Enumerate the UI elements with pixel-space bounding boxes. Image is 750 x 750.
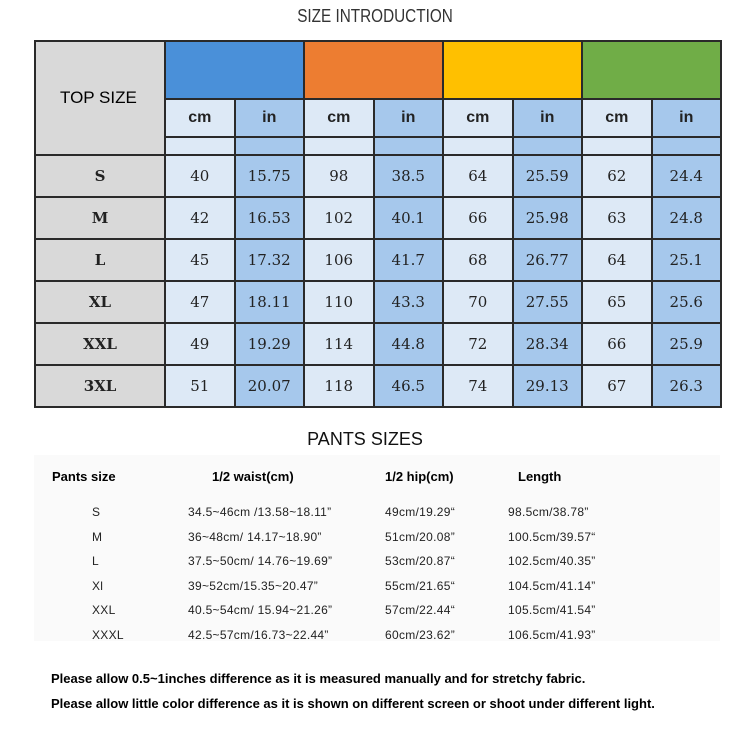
color-swatch-yellow <box>443 41 582 99</box>
unit-header: in <box>513 99 583 137</box>
size-label: M <box>35 197 165 239</box>
measurement-cell: 67 <box>582 365 652 407</box>
measurement-cell: 118 <box>304 365 374 407</box>
table-row <box>52 574 648 599</box>
measurement-cell: 64 <box>582 239 652 281</box>
measurement-cell: 25.1 <box>652 239 722 281</box>
pants-hip-cell: 49cm/19.29“ <box>385 505 456 520</box>
table-row <box>52 500 648 525</box>
pants-length-cell: 106.5cm/41.93” <box>508 627 596 642</box>
measurement-cell: 41.7 <box>374 239 444 281</box>
spacer-cell <box>582 137 652 155</box>
measurement-cell: 38.5 <box>374 155 444 197</box>
pants-waist-cell: 39~52cm/15.35~20.47” <box>188 578 319 593</box>
pants-length-cell: 104.5cm/41.14” <box>508 578 596 593</box>
measurement-cell: 65 <box>582 281 652 323</box>
unit-header: cm <box>165 99 235 137</box>
unit-header: cm <box>582 99 652 137</box>
spacer-cell <box>443 137 513 155</box>
measurement-cell: 70 <box>443 281 513 323</box>
measurement-cell: 28.34 <box>513 323 583 365</box>
measurement-cell: 68 <box>443 239 513 281</box>
table-row <box>52 525 648 550</box>
measurement-cell: 49 <box>165 323 235 365</box>
pants-header-size: Pants size <box>52 468 116 484</box>
measurement-cell: 43.3 <box>374 281 444 323</box>
table-row <box>35 239 721 281</box>
color-swatch-blue <box>165 41 304 99</box>
pants-waist-cell: 40.5~54cm/ 15.94~21.26” <box>188 603 333 618</box>
table-row <box>35 155 721 197</box>
table-row <box>35 365 721 407</box>
measurement-cell: 64 <box>443 155 513 197</box>
measurement-cell: 72 <box>443 323 513 365</box>
top-size-label: TOP SIZE <box>35 41 165 155</box>
measurement-cell: 106 <box>304 239 374 281</box>
measurement-cell: 47 <box>165 281 235 323</box>
spacer-cell <box>165 137 235 155</box>
measurement-cell: 18.11 <box>235 281 305 323</box>
measurement-cell: 29.13 <box>513 365 583 407</box>
pants-size-cell: L <box>92 554 99 569</box>
measurement-cell: 17.32 <box>235 239 305 281</box>
measurement-cell: 25.6 <box>652 281 722 323</box>
unit-header: in <box>652 99 722 137</box>
pants-hip-cell: 53cm/20.87“ <box>385 554 456 569</box>
measurement-cell: 114 <box>304 323 374 365</box>
top-size-table <box>34 40 722 408</box>
unit-header: in <box>235 99 305 137</box>
measurement-cell: 44.8 <box>374 323 444 365</box>
size-label: XL <box>35 281 165 323</box>
spacer-cell <box>652 137 722 155</box>
measurement-cell: 24.8 <box>652 197 722 239</box>
pants-waist-cell: 36~48cm/ 14.17~18.90” <box>188 529 322 544</box>
spacer-cell <box>304 137 374 155</box>
measurement-cell: 20.07 <box>235 365 305 407</box>
table-row <box>52 598 648 623</box>
pants-hip-cell: 57cm/22.44“ <box>385 603 456 618</box>
note-color: Please allow little color difference as it is shown on different screen or shoot under different light. <box>51 696 655 711</box>
measurement-cell: 66 <box>443 197 513 239</box>
table-row <box>52 623 648 648</box>
measurement-cell: 63 <box>582 197 652 239</box>
table-row <box>35 197 721 239</box>
pants-length-cell: 105.5cm/41.54” <box>508 603 596 618</box>
color-swatch-green <box>582 41 721 99</box>
size-label: S <box>35 155 165 197</box>
measurement-cell: 26.77 <box>513 239 583 281</box>
pants-length-cell: 100.5cm/39.57“ <box>508 529 596 544</box>
pants-size-cell: S <box>92 505 101 520</box>
measurement-cell: 45 <box>165 239 235 281</box>
page-title: SIZE INTRODUCTION <box>297 6 453 26</box>
note-measurement: Please allow 0.5~1inches difference as it is measured manually and for stretchy fabric. <box>51 671 586 686</box>
unit-header: in <box>374 99 444 137</box>
unit-header: cm <box>443 99 513 137</box>
pants-title: PANTS SIZES <box>307 429 423 449</box>
pants-size-cell: XXL <box>92 603 116 618</box>
pants-waist-cell: 34.5~46cm /13.58~18.11” <box>188 505 332 520</box>
pants-header-waist: 1/2 waist(cm) <box>212 468 294 484</box>
spacer-cell <box>235 137 305 155</box>
measurement-cell: 40 <box>165 155 235 197</box>
measurement-cell: 66 <box>582 323 652 365</box>
pants-waist-cell: 37.5~50cm/ 14.76~19.69” <box>188 554 333 569</box>
unit-header: cm <box>304 99 374 137</box>
measurement-cell: 25.59 <box>513 155 583 197</box>
pants-waist-cell: 42.5~57cm/16.73~22.44” <box>188 627 329 642</box>
measurement-cell: 42 <box>165 197 235 239</box>
pants-size-table <box>52 466 648 647</box>
pants-hip-cell: 60cm/23.62” <box>385 627 456 642</box>
measurement-cell: 98 <box>304 155 374 197</box>
pants-size-cell: Xl <box>92 578 104 593</box>
pants-hip-cell: 55cm/21.65“ <box>385 578 456 593</box>
size-label: XXL <box>35 323 165 365</box>
size-label: 3XL <box>35 365 165 407</box>
measurement-cell: 40.1 <box>374 197 444 239</box>
measurement-cell: 24.4 <box>652 155 722 197</box>
spacer-cell <box>513 137 583 155</box>
pants-size-cell: XXXL <box>92 627 124 642</box>
pants-length-cell: 98.5cm/38.78” <box>508 505 589 520</box>
pants-header-length: Length <box>518 468 562 484</box>
table-row <box>52 549 648 574</box>
measurement-cell: 19.29 <box>235 323 305 365</box>
pants-size-cell: M <box>92 529 103 544</box>
measurement-cell: 102 <box>304 197 374 239</box>
measurement-cell: 110 <box>304 281 374 323</box>
measurement-cell: 62 <box>582 155 652 197</box>
measurement-cell: 25.98 <box>513 197 583 239</box>
measurement-cell: 51 <box>165 365 235 407</box>
measurement-cell: 26.3 <box>652 365 722 407</box>
measurement-cell: 25.9 <box>652 323 722 365</box>
measurement-cell: 27.55 <box>513 281 583 323</box>
measurement-cell: 46.5 <box>374 365 444 407</box>
pants-header-hip: 1/2 hip(cm) <box>385 468 454 484</box>
measurement-cell: 15.75 <box>235 155 305 197</box>
spacer-cell <box>374 137 444 155</box>
measurement-cell: 16.53 <box>235 197 305 239</box>
color-swatch-orange <box>304 41 443 99</box>
pants-hip-cell: 51cm/20.08” <box>385 529 456 544</box>
table-row <box>35 323 721 365</box>
table-row <box>35 281 721 323</box>
pants-length-cell: 102.5cm/40.35” <box>508 554 596 569</box>
size-label: L <box>35 239 165 281</box>
measurement-cell: 74 <box>443 365 513 407</box>
